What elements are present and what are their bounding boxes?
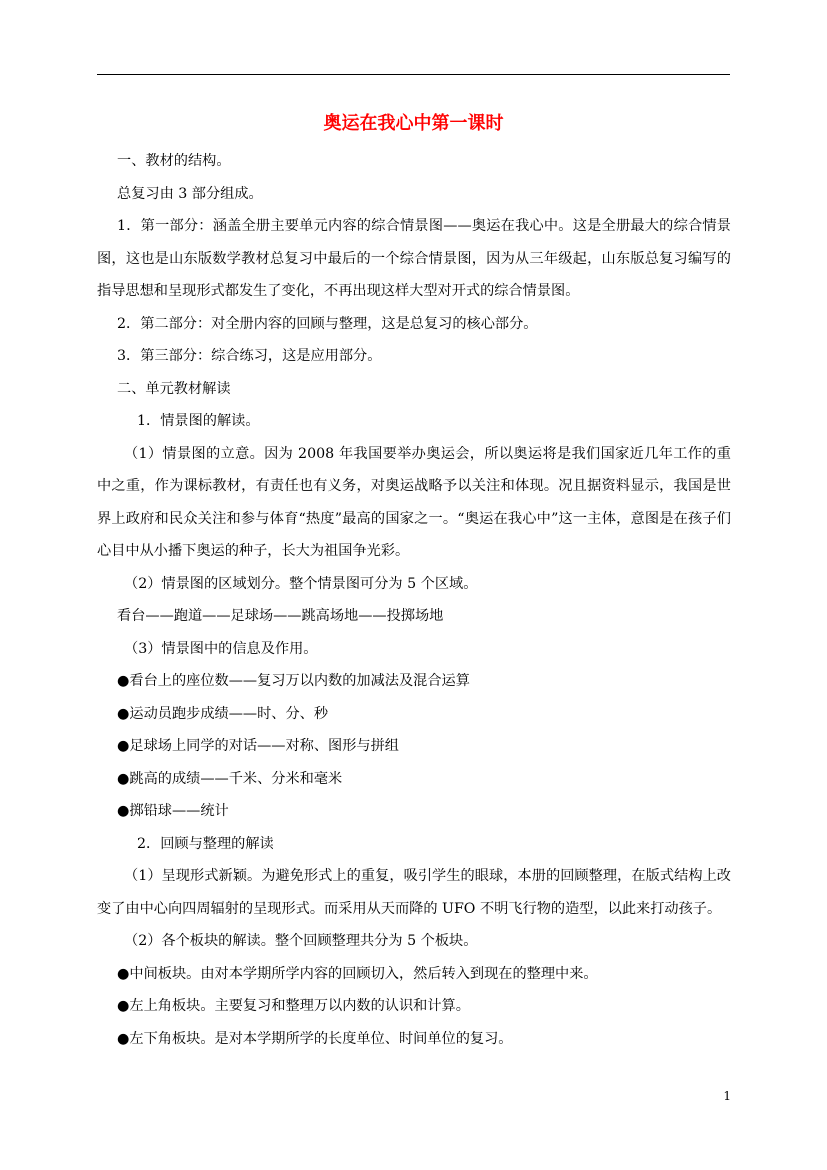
paragraph-part-two: 2．第二部分：对全册内容的回顾与整理，这是总复习的核心部分。: [117, 315, 538, 332]
list-item: ●左下角板块。是对本学期所学的长度单位、时间单位的复习。: [117, 1030, 513, 1047]
paragraph-part-three: 3．第三部分：综合练习，这是应用部分。: [117, 348, 382, 364]
section-heading-unit: 二、单元教材解读: [117, 380, 231, 397]
paragraph-region-list: 看台——跑道——足球场——跳高场地——投掷场地: [117, 608, 444, 624]
list-item: ●跳高的成绩——千米、分米和毫米: [117, 770, 343, 787]
list-item: ●中间板块。由对本学期所学内容的回顾切入，然后转入到现在的整理中来。: [117, 965, 598, 982]
paragraph-overview: 总复习由 3 部分组成。: [117, 185, 263, 202]
document-body: [97, 145, 731, 1055]
list-item: ●足球场上同学的对话——对称、图形与拼组: [117, 738, 399, 754]
document-title: 奥运在我心中第一课时: [323, 113, 504, 134]
paragraph-scene-intent: （1）情景图的立意。因为 2008 年我国要举办奥运会，所以奥运将是我们国家近几年工作的重中之重，作为课标教材，有责任也有义务，对奥运战略予以关注和体现。况且据资料显示，我国是世界上政府和民众关注和参与体育“热度”最高的国家之一。“奥运在我心中”这一主体，意图是在孩子们心目中从小播下奥运的种子，长大为祖国争光彩。: [97, 445, 731, 559]
page-number: 1: [723, 1089, 731, 1103]
paragraph-scene-info: （3）情景图中的信息及作用。: [124, 640, 318, 657]
list-item: ●左上角板块。主要复习和整理万以内数的认识和计算。: [117, 998, 470, 1014]
subheading-review: 2．回顾与整理的解读: [137, 835, 274, 852]
paragraph-review-blocks: （2）各个板块的解读。整个回顾整理共分为 5 个板块。: [124, 933, 478, 949]
section-heading-structure: 一、教材的结构。: [117, 153, 231, 169]
header-rule: [97, 74, 730, 75]
paragraph-review-format: （1）呈现形式新颖。为避免形式上的重复，吸引学生的眼球，本册的回顾整理，在版式结构上改变了由中心向四周辐射的呈现形式。而采用从天而降的 UFO 不明飞行物的造型，以此来打动孩子。: [97, 868, 731, 917]
list-item: ●看台上的座位数——复习万以内数的加减法及混合运算: [117, 673, 470, 689]
list-item: ●运动员跑步成绩——时、分、秒: [117, 705, 329, 722]
paragraph-scene-regions: （2）情景图的区域划分。整个情景图可分为 5 个区域。: [124, 575, 478, 592]
list-item: ●掷铅球——统计: [117, 803, 229, 819]
paragraph-part-one: 1．第一部分：涵盖全册主要单元内容的综合情景图——奥运在我心中。这是全册最大的综合情景图，这也是山东版数学教材总复习中最后的一个综合情景图，因为从三年级起，山东版总复习编写的指导思想和呈现形式都发生了变化，不再出现这样大型对开式的综合情景图。: [97, 218, 731, 299]
subheading-scene-image: 1．情景图的解读。: [137, 413, 260, 429]
